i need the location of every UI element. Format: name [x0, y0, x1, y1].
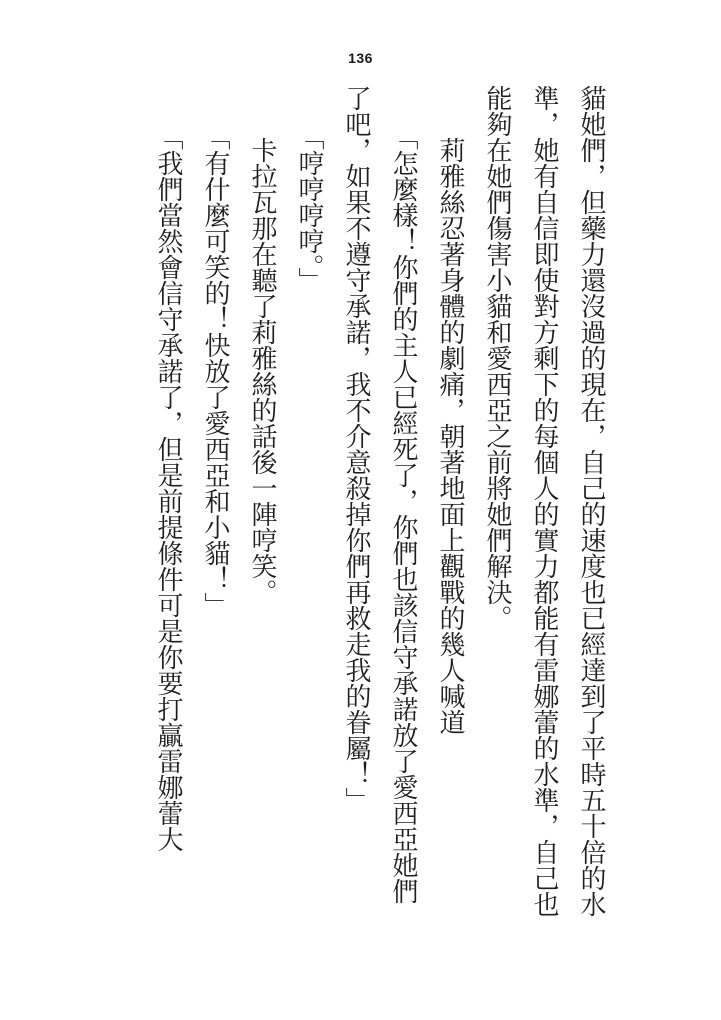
vertical-text-block	[145, 85, 615, 918]
paragraph: 「哼哼哼哼。」	[295, 85, 324, 293]
paragraph: 「怎麼樣！你們的主人已經死了，你們也該信守承諾放了愛西亞她們了吧，如果不遵守承諾，我不介意殺掉你們再救走我的眷屬！」	[342, 85, 418, 904]
paragraph: 「我們當然會信守承諾了，但是前提條件可是你要打贏雷娜蕾大	[154, 85, 183, 852]
paragraph: 「有什麼可笑的！快放了愛西亞和小貓！」	[201, 85, 230, 618]
paragraph: 莉雅絲忍著身體的劇痛，朝著地面上觀戰的幾人喊道	[436, 85, 465, 735]
paragraph: 卡拉瓦那在聽了莉雅絲的話後一陣哼笑。	[248, 85, 277, 605]
page-number: 136	[348, 50, 373, 66]
paragraph: 貓她們，但藥力還沒過的現在，自己的速度也已經達到了平時五十倍的水準，她有自信即使對方剩下的每個人的實力都能有雷娜蕾的水準，自己也能夠在她們傷害小貓和愛西亞之前將她們解決。	[483, 85, 606, 917]
